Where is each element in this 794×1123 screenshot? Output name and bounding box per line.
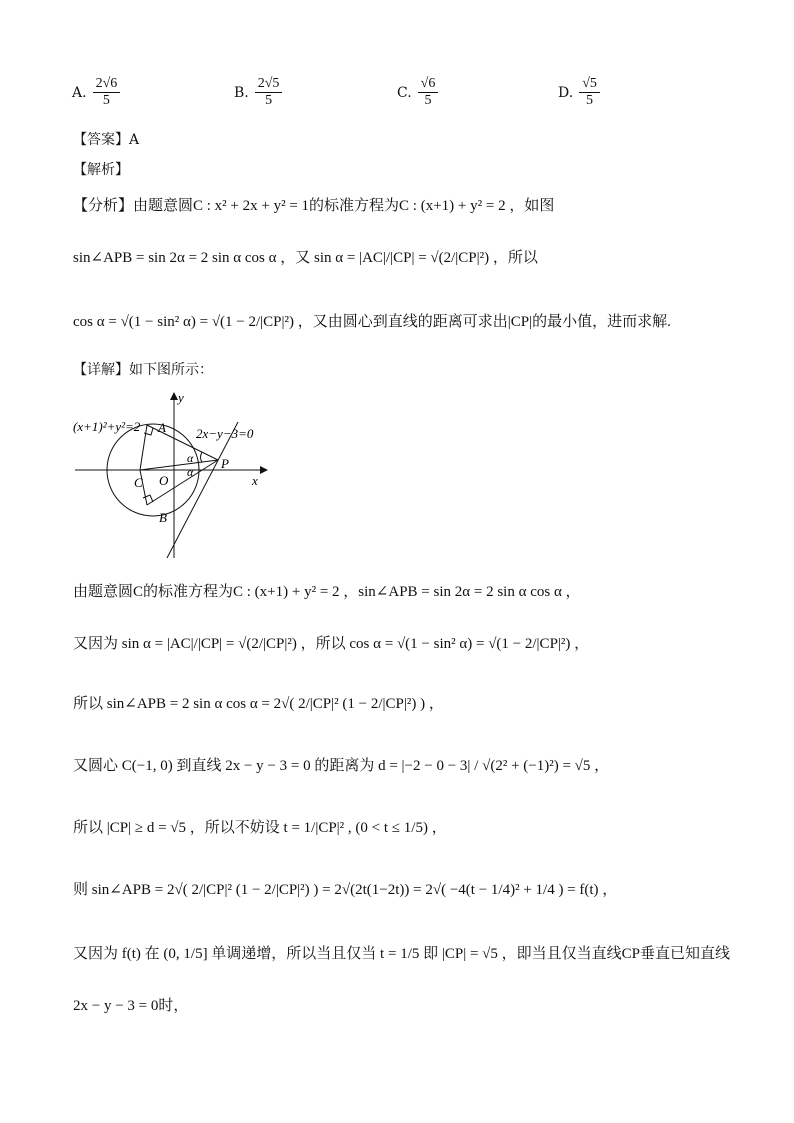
option-b[interactable]: [234, 76, 282, 109]
angle-arc-icon: [201, 452, 203, 462]
fraction-denominator: 5: [424, 93, 432, 108]
radius-ca: [140, 425, 147, 470]
origin-label: O: [159, 473, 169, 488]
detail-line-5: 所以 |CP| ≥ d = √5 ，所以不妨设 t = 1/|CP|² , (0 < t ≤ 1/5) ，: [73, 820, 447, 836]
detail-line-4: 又圆心 C(−1, 0) 到直线 2x − y − 3 = 0 的距离为 d = |−2 − 0 − 3| / √(2² + (−1)²) = √5 ，: [73, 758, 610, 774]
detail-line-7: 又因为 f(t) 在 (0, 1/5] 单调递增，所以当且仅当 t = 1/5 即 |CP| = √5 ，即当且仅当直线CP垂直已知直线: [73, 946, 731, 962]
analysis-line-2: sin∠APB = sin 2α = 2 sin α cos α ，又 sin α = |AC|/|CP| = √(2/|CP|²) ，所以: [73, 250, 538, 266]
option-d[interactable]: [558, 76, 600, 109]
option-fraction: [255, 76, 283, 109]
fraction-numerator: √5: [579, 76, 600, 93]
fraction-numerator: √6: [418, 76, 439, 93]
detail-line-2: 又因为 sin α = |AC|/|CP| = √(2/|CP|²) ，所以 cos α = √(1 − sin² α) = √(1 − 2/|CP|²) ，: [73, 636, 590, 652]
y-axis-arrow-icon: [170, 392, 178, 400]
alpha-label-lower: α: [187, 465, 194, 479]
point-b-label: B: [159, 510, 167, 525]
answer-line: 【答案】A: [73, 132, 140, 148]
circle-equation-label: (x+1)²+y²=2: [73, 419, 141, 434]
option-c[interactable]: [397, 76, 438, 109]
analysis-line-3: cos α = √(1 − sin² α) = √(1 − 2/|CP|²) ，又由圆心到直线的距离可求出|CP|的最小值，进而求解.: [73, 314, 671, 330]
fraction-denominator: 5: [265, 93, 273, 108]
detail-line-8: 2x − y − 3 = 0时，: [73, 998, 189, 1014]
x-axis-label: x: [252, 473, 258, 488]
option-fraction: [418, 76, 439, 109]
fraction-numerator: 2√6: [93, 76, 121, 93]
point-a-label: A: [158, 420, 166, 435]
analysis-heading: 【解析】: [73, 162, 129, 178]
given-line: [167, 422, 238, 558]
option-letter: D.: [558, 84, 574, 101]
option-letter: A.: [72, 84, 87, 101]
fraction-denominator: 5: [586, 93, 594, 108]
option-a[interactable]: [72, 76, 120, 109]
right-angle-b-icon: [143, 495, 153, 502]
option-fraction: [579, 76, 600, 109]
option-letter: C.: [397, 84, 412, 101]
detail-line-1: 由题意圆C的标准方程为C : (x+1) + y² = 2 ，sin∠APB = sin 2α = 2 sin α cos α ，: [73, 584, 581, 600]
detail-heading: 【详解】如下图所示：: [73, 362, 213, 378]
point-c-label: C: [134, 475, 143, 490]
segment-cp: [140, 460, 218, 470]
detail-line-3: 所以 sin∠APB = 2 sin α cos α = 2√( 2/|CP|² (1 − 2/|CP|²) ) ，: [73, 696, 444, 712]
fraction-numerator: 2√5: [255, 76, 283, 93]
option-letter: B.: [234, 84, 249, 101]
line-equation-label: 2x−y−3=0: [196, 426, 254, 441]
fraction-denominator: 5: [102, 93, 110, 108]
option-fraction: [93, 76, 121, 109]
alpha-label-upper: α: [187, 451, 194, 465]
x-axis-arrow-icon: [260, 466, 268, 474]
point-p-label: P: [221, 456, 229, 471]
detail-line-6: 则 sin∠APB = 2√( 2/|CP|² (1 − 2/|CP|²) ) = 2√(2t(1−2t)) = 2√( −4(t − 1/4)² + 1/4 ) = f(t) ，: [73, 882, 618, 898]
geometry-diagram: [70, 388, 280, 563]
tangent-pb: [147, 460, 218, 505]
y-axis-label: y: [178, 390, 184, 405]
analysis-line-1: 【分析】由题意圆C : x² + 2x + y² = 1的标准方程为C : (x+1) + y² = 2 ，如图: [73, 198, 555, 214]
